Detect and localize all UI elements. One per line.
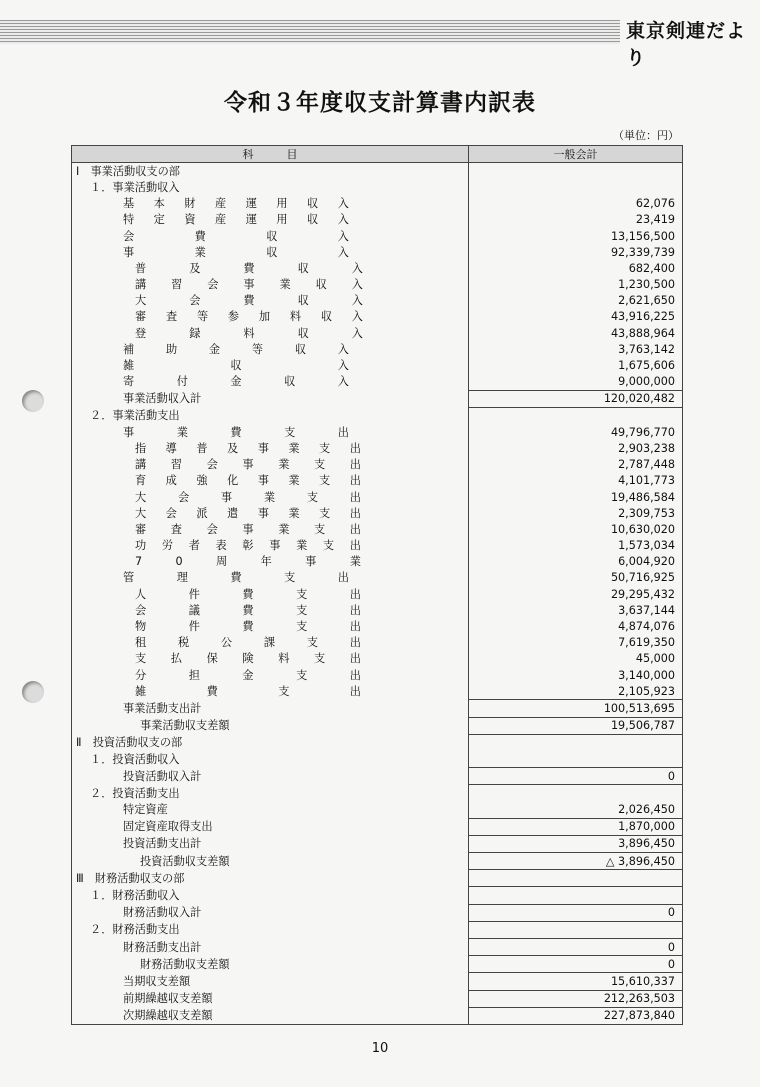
row-label-cell (72, 260, 469, 276)
row-value: 6,004,920 (469, 554, 683, 570)
row-label: 投資活動支出計 (123, 837, 202, 851)
table-row (72, 586, 683, 602)
row-label-cell (72, 196, 469, 212)
table-row (72, 244, 683, 260)
row-label: 大 会 事 業 支 出 (135, 490, 361, 504)
row-label-cell (72, 293, 469, 309)
row-label: 指 導 普 及 事 業 支 出 (135, 441, 361, 455)
row-label-cell (72, 667, 469, 683)
row-label-cell (72, 768, 469, 785)
newsletter-logo: 東京剣連だより (626, 20, 747, 69)
row-value: 10,630,020 (469, 521, 683, 537)
page-number: 10 (371, 1041, 389, 1056)
row-label-cell (72, 651, 469, 667)
row-label: １．事業活動収入 (90, 180, 180, 194)
row-value: 92,339,739 (469, 244, 683, 260)
row-value: 227,873,840 (469, 1007, 683, 1024)
table-row (72, 734, 683, 751)
table-row (72, 700, 683, 717)
row-label-cell (72, 870, 469, 887)
table-row (72, 341, 683, 357)
table-row (72, 717, 683, 734)
row-label: Ⅰ 事業活動収支の部 (76, 164, 180, 178)
header-account-title: 科 目 (72, 146, 469, 163)
row-label-cell (72, 751, 469, 768)
row-label-cell (72, 390, 469, 407)
row-label: 管 理 費 支 出 (123, 571, 349, 585)
budget-table (71, 145, 683, 1025)
row-value (469, 785, 683, 802)
row-label: 事業活動収支差額 (140, 719, 230, 733)
row-value: 19,486,584 (469, 489, 683, 505)
table-row (72, 853, 683, 870)
row-value: 3,763,142 (469, 341, 683, 357)
row-label: 功 労 者 表 彰 事 業 支 出 (135, 539, 361, 553)
table-row (72, 293, 683, 309)
row-label-cell (72, 521, 469, 537)
row-label-cell (72, 228, 469, 244)
row-label: Ⅱ 投資活動収支の部 (76, 736, 183, 750)
row-label: 講 習 会 事 業 支 出 (135, 458, 361, 472)
table-row (72, 939, 683, 956)
row-label: 投資活動収支差額 (140, 854, 230, 868)
table-row (72, 990, 683, 1007)
row-value: 49,796,770 (469, 424, 683, 440)
row-label-cell (72, 538, 469, 554)
row-label-cell (72, 602, 469, 618)
row-value: 1,573,034 (469, 538, 683, 554)
row-value: 212,263,503 (469, 990, 683, 1007)
row-value: 2,026,450 (469, 802, 683, 819)
table-row (72, 1007, 683, 1024)
row-value: 13,156,500 (469, 228, 683, 244)
row-label: １．投資活動収入 (90, 752, 180, 766)
row-label-cell (72, 473, 469, 489)
row-label-cell (72, 408, 469, 425)
row-label-cell (72, 505, 469, 521)
row-label-cell (72, 785, 469, 802)
row-value: 62,076 (469, 196, 683, 212)
row-label: 財務活動収支差額 (140, 957, 230, 971)
row-label: 補 助 金 等 収 入 (123, 342, 349, 356)
row-label-cell (72, 570, 469, 586)
row-label-cell (72, 554, 469, 570)
row-label: 審 査 会 事 業 支 出 (135, 522, 361, 536)
row-label: 当期収支差額 (123, 974, 191, 988)
row-value: 0 (469, 956, 683, 973)
row-label: 雑 収 入 (123, 359, 349, 373)
row-value: 2,787,448 (469, 457, 683, 473)
row-value (469, 408, 683, 425)
row-label-cell (72, 939, 469, 956)
table-row (72, 374, 683, 391)
row-label: 講 習 会 事 業 収 入 (135, 278, 363, 292)
row-label: 投資活動収入計 (123, 769, 202, 783)
row-value: 2,621,650 (469, 293, 683, 309)
row-label-cell (72, 424, 469, 440)
table-row (72, 785, 683, 802)
row-label: 物 件 費 支 出 (135, 620, 361, 634)
row-value: 2,903,238 (469, 440, 683, 456)
row-value: 0 (469, 904, 683, 921)
table-row (72, 956, 683, 973)
row-label: 租 税 公 課 支 出 (135, 636, 361, 650)
row-label-cell (72, 212, 469, 228)
row-value: 23,419 (469, 212, 683, 228)
row-value: △ 3,896,450 (469, 853, 683, 870)
row-label: 基 本 財 産 運 用 収 入 (123, 197, 349, 211)
row-value (469, 751, 683, 768)
row-label: 事業活動支出計 (123, 701, 202, 715)
row-value: 1,675,606 (469, 357, 683, 373)
row-label-cell (72, 374, 469, 391)
row-label-cell (72, 1007, 469, 1024)
table-row (72, 357, 683, 373)
row-label-cell (72, 586, 469, 602)
table-row (72, 163, 683, 180)
row-label: 特定資産 (123, 803, 168, 817)
table-row (72, 325, 683, 341)
table-row (72, 602, 683, 618)
table-row (72, 228, 683, 244)
row-value: 19,506,787 (469, 717, 683, 734)
row-label: 普 及 費 収 入 (135, 261, 363, 275)
row-label: 次期繰越収支差額 (123, 1009, 213, 1023)
table-row (72, 683, 683, 700)
row-label: 会 費 収 入 (123, 229, 349, 243)
row-label-cell (72, 244, 469, 260)
row-label-cell (72, 325, 469, 341)
table-row (72, 179, 683, 195)
row-label: 大 会 費 収 入 (135, 294, 363, 308)
table-row (72, 973, 683, 990)
row-value (469, 179, 683, 195)
row-label: 固定資産取得支出 (123, 820, 213, 834)
row-label-cell (72, 618, 469, 634)
row-value: 4,874,076 (469, 618, 683, 634)
row-value (469, 887, 683, 904)
row-label-cell (72, 277, 469, 293)
table-row (72, 570, 683, 586)
table-row (72, 457, 683, 473)
row-value: 3,896,450 (469, 835, 683, 852)
row-value: 7,619,350 (469, 635, 683, 651)
row-label: 登 録 料 収 入 (135, 326, 363, 340)
header-band (0, 20, 620, 44)
table-row (72, 408, 683, 425)
row-value: 3,140,000 (469, 667, 683, 683)
row-value (469, 163, 683, 180)
row-value: 29,295,432 (469, 586, 683, 602)
table-row (72, 489, 683, 505)
table-row (72, 751, 683, 768)
table-row (72, 635, 683, 651)
row-label-cell (72, 818, 469, 835)
row-label: 財務活動収入計 (123, 906, 202, 920)
row-label-cell (72, 802, 469, 819)
row-value: 43,916,225 (469, 309, 683, 325)
table-body (72, 163, 683, 1025)
row-label-cell (72, 973, 469, 990)
row-label: 審 査 等 参 加 料 収 入 (135, 310, 363, 324)
table-row (72, 260, 683, 276)
row-value: 50,716,925 (469, 570, 683, 586)
row-label-cell (72, 700, 469, 717)
table-row (72, 768, 683, 785)
table-row (72, 802, 683, 819)
row-value: 4,101,773 (469, 473, 683, 489)
table-row (72, 870, 683, 887)
row-label: 支 払 保 険 料 支 出 (135, 652, 361, 666)
row-label: ２．財務活動支出 (90, 923, 180, 937)
row-value (469, 870, 683, 887)
row-label: １．財務活動収入 (90, 889, 180, 903)
table-row (72, 887, 683, 904)
row-label-cell (72, 635, 469, 651)
table-row (72, 921, 683, 938)
row-label-cell (72, 853, 469, 870)
row-label: 大 会 派 遣 事 業 支 出 (135, 506, 361, 520)
row-value: 682,400 (469, 260, 683, 276)
row-label: Ⅲ 財務活動収支の部 (76, 871, 185, 885)
row-label-cell (72, 904, 469, 921)
row-label-cell (72, 921, 469, 938)
row-value: 15,610,337 (469, 973, 683, 990)
row-label-cell (72, 835, 469, 852)
row-label: 財務活動支出計 (123, 940, 202, 954)
row-label: 事 業 費 支 出 (123, 425, 349, 439)
row-label-cell (72, 717, 469, 734)
row-value: 120,020,482 (469, 390, 683, 407)
unit-note: （単位：円） (613, 129, 679, 142)
row-label: 事 業 収 入 (123, 245, 349, 259)
row-label: 会 議 費 支 出 (135, 603, 361, 617)
table-row (72, 505, 683, 521)
table-row (72, 651, 683, 667)
binder-hole-bottom (22, 681, 44, 703)
row-label-cell (72, 489, 469, 505)
table-row (72, 196, 683, 212)
binder-hole-top (22, 390, 44, 412)
row-label-cell (72, 457, 469, 473)
table-row (72, 554, 683, 570)
table-row (72, 818, 683, 835)
row-value: 43,888,964 (469, 325, 683, 341)
row-value: 2,309,753 (469, 505, 683, 521)
row-label-cell (72, 341, 469, 357)
table-row (72, 538, 683, 554)
row-value: 2,105,923 (469, 683, 683, 700)
row-value: 0 (469, 768, 683, 785)
table-row (72, 390, 683, 407)
row-label-cell (72, 163, 469, 180)
row-label: 事業活動収入計 (123, 392, 202, 406)
table-row (72, 521, 683, 537)
row-label-cell (72, 179, 469, 195)
table-row (72, 618, 683, 634)
row-label-cell (72, 990, 469, 1007)
row-label-cell (72, 683, 469, 700)
table-row (72, 277, 683, 293)
table-row (72, 309, 683, 325)
table-row (72, 473, 683, 489)
row-label-cell (72, 956, 469, 973)
table-row (72, 424, 683, 440)
row-label-cell (72, 309, 469, 325)
row-value: 9,000,000 (469, 374, 683, 391)
table-row (72, 440, 683, 456)
row-label-cell (72, 357, 469, 373)
row-label: 雑 費 支 出 (135, 685, 361, 699)
page-title: 令和３年度収支計算書内訳表 (224, 89, 536, 116)
table-row (72, 667, 683, 683)
row-value: 1,870,000 (469, 818, 683, 835)
row-label: 特 定 資 産 運 用 収 入 (123, 213, 349, 227)
row-label-cell (72, 440, 469, 456)
table-row (72, 212, 683, 228)
row-value: 1,230,500 (469, 277, 683, 293)
row-value (469, 921, 683, 938)
row-label: 7 0 周 年 事 業 (135, 555, 361, 569)
row-value: 45,000 (469, 651, 683, 667)
row-label: 前期繰越収支差額 (123, 992, 213, 1006)
row-value: 3,637,144 (469, 602, 683, 618)
row-label: ２．投資活動支出 (90, 786, 180, 800)
row-value: 100,513,695 (469, 700, 683, 717)
row-label: 分 担 金 支 出 (135, 668, 361, 682)
row-label: 寄 付 金 収 入 (123, 375, 349, 389)
table-row (72, 835, 683, 852)
table-row (72, 904, 683, 921)
row-label-cell (72, 734, 469, 751)
row-value (469, 734, 683, 751)
row-label: ２．事業活動支出 (90, 409, 180, 423)
row-label: 育 成 強 化 事 業 支 出 (135, 474, 361, 488)
row-value: 0 (469, 939, 683, 956)
row-label-cell (72, 887, 469, 904)
header-general-account: 一般会計 (469, 146, 683, 163)
row-label: 人 件 費 支 出 (135, 587, 361, 601)
